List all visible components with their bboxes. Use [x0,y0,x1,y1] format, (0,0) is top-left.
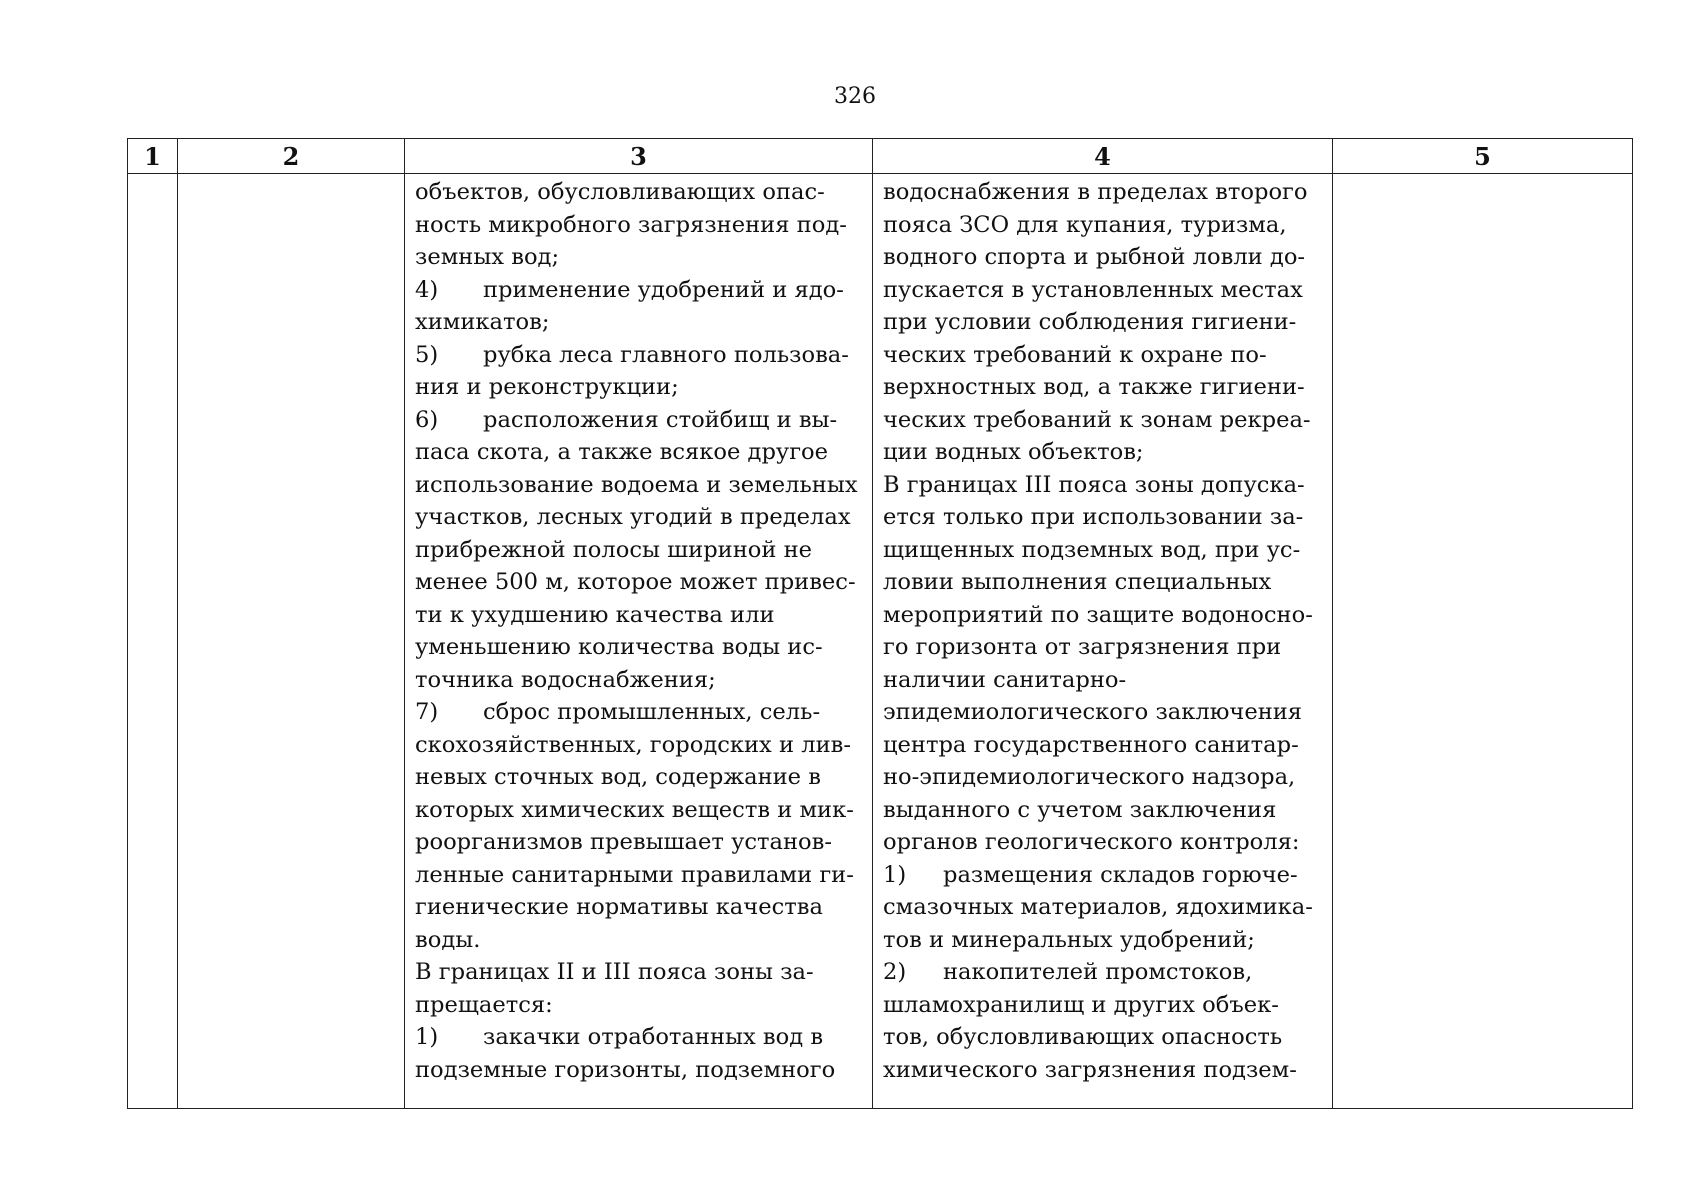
line-text: прибрежной полосы шириной не [415,536,813,563]
text-line [415,436,864,469]
text-line [883,826,1324,859]
text-line [415,469,864,502]
text-line [883,404,1324,437]
column-header-3: 3 [405,139,873,174]
line-text: пояса ЗСО для купания, туризма, [883,211,1287,238]
line-text: тов и минеральных удобрений; [883,926,1255,953]
text-line [883,209,1324,242]
line-text: роорганизмов превышает установ- [415,829,833,855]
text-line [883,566,1324,599]
line-text: ленные санитарными правилами ги- [415,861,854,888]
text-line [883,176,1324,209]
line-text: эпидемиологического заключения [883,699,1303,725]
cell-col-2 [178,174,405,1109]
line-text: накопителей промстоков, [943,959,1253,985]
line-text: пускается в установленных местах [883,276,1303,303]
column-header-4: 4 [873,139,1333,174]
line-text: земных вод; [415,244,560,270]
text-line [415,631,864,664]
list-number: 6) [415,406,439,433]
line-text: ческих требований к зонам рекреа- [883,406,1311,433]
line-text: прещается: [415,991,553,1018]
text-line [415,274,864,307]
text-line [415,891,864,924]
text-line [883,436,1324,469]
text-line [415,1054,864,1087]
text-line [883,794,1324,827]
text-line [415,306,864,339]
text-line [883,729,1324,762]
line-text: уменьшению количества воды ис- [415,634,823,660]
page-number: 326 [834,84,876,109]
text-line [415,956,864,989]
text-line [883,891,1324,924]
line-text: использование водоема и земельных [415,471,858,498]
line-text: ти к ухудшению качества или [415,601,775,628]
text-line [415,241,864,274]
text-line [883,599,1324,632]
line-text: менее 500 м, которое может привес- [415,569,856,595]
text-line [883,761,1324,794]
list-number: 7) [415,699,439,725]
table-header-row [128,139,1633,174]
line-text: смазочных материалов, ядохимика- [883,894,1313,920]
cell-col-4 [873,174,1333,1109]
text-line [883,469,1324,502]
text-line [415,371,864,404]
text-line [883,989,1324,1022]
text-line [415,989,864,1022]
line-text: химического загрязнения подзем- [883,1056,1297,1083]
line-text: верхностных вод, а также гигиени- [883,374,1305,400]
list-number: 1) [415,1024,439,1050]
line-text: ции водных объектов; [883,439,1144,465]
text-line [883,339,1324,372]
text-line [883,924,1324,957]
text-line [415,1021,864,1054]
text-line [883,631,1324,664]
line-text: гиенические нормативы качества [415,894,823,920]
line-text: го горизонта от загрязнения при [883,634,1282,660]
list-number: 4) [415,276,439,303]
line-text: химикатов; [415,309,550,335]
list-number: 5) [415,341,439,368]
text-line [415,599,864,632]
text-line [415,339,864,372]
text-line [415,534,864,567]
text-line [415,794,864,827]
text-line [883,306,1324,339]
text-line [415,761,864,794]
text-line [883,696,1324,729]
line-text: органов геологического контроля: [883,829,1300,855]
line-text: подземные горизонты, подземного [415,1056,836,1083]
line-text: закачки отработанных вод в [483,1024,824,1050]
text-line [883,534,1324,567]
text-line [883,371,1324,404]
document-table [127,138,1633,1109]
text-line [883,1021,1324,1054]
column-header-1: 1 [128,139,178,174]
text-line [883,274,1324,307]
line-text: тов, обусловливающих опасность [883,1024,1283,1050]
text-line [415,924,864,957]
line-text: центра государственного санитар- [883,731,1299,758]
text-line [415,729,864,762]
line-text: щищенных подземных вод, при ус- [883,536,1301,563]
text-line [415,826,864,859]
line-text: расположения стойбищ и вы- [483,406,838,433]
line-text: объектов, обусловливающих опас- [415,179,825,205]
text-line [415,566,864,599]
text-line [415,404,864,437]
line-text: В границах III пояса зоны допуска- [883,471,1305,498]
line-text: воды. [415,926,481,953]
column-header-5: 5 [1333,139,1633,174]
line-text: скохозяйственных, городских и лив- [415,731,851,758]
text-line [415,176,864,209]
line-text: ловии выполнения специальных [883,569,1272,595]
cell-col-3 [405,174,873,1109]
text-line [883,956,1324,989]
line-text: наличии санитарно- [883,666,1127,693]
col4-text [873,174,1332,1086]
line-text: размещения складов горюче- [943,861,1298,888]
text-line [883,1054,1324,1087]
line-text: паса скота, а также всякое другое [415,439,829,465]
cell-col-1 [128,174,178,1109]
line-text: точника водоснабжения; [415,666,716,693]
line-text: ческих требований к охране по- [883,341,1267,368]
line-text: которых химических веществ и мик- [415,796,854,823]
line-text: В границах II и III пояса зоны за- [415,959,814,985]
line-text: водоснабжения в пределах второго [883,179,1308,205]
text-line [883,241,1324,274]
line-text: но-эпидемиологического надзора, [883,764,1296,790]
text-line [415,859,864,892]
line-text: применение удобрений и ядо- [483,276,844,303]
table-row [128,174,1633,1109]
line-text: шламохранилищ и других объек- [883,991,1279,1018]
list-number: 1) [883,861,907,888]
line-text: невых сточных вод, содержание в [415,764,821,790]
line-text: ния и реконструкции; [415,374,679,400]
text-line [415,501,864,534]
line-text: мероприятий по защите водоносно- [883,601,1313,628]
col3-text [405,174,872,1086]
line-text: сброс промышленных, сель- [483,699,821,725]
line-text: выданного с учетом заключения [883,796,1277,823]
text-line [883,501,1324,534]
list-number: 2) [883,959,907,985]
text-line [415,696,864,729]
column-header-2: 2 [178,139,405,174]
line-text: при условии соблюдения гигиени- [883,309,1297,335]
line-text: рубка леса главного пользова- [483,341,849,368]
line-text: водного спорта и рыбной ловли до- [883,244,1306,270]
text-line [883,664,1324,697]
text-line [415,209,864,242]
line-text: участков, лесных угодий в пределах [415,504,851,530]
line-text: ность микробного загрязнения под- [415,211,847,238]
cell-col-5 [1333,174,1633,1109]
text-line [415,664,864,697]
text-line [883,859,1324,892]
line-text: ется только при использовании за- [883,504,1304,530]
